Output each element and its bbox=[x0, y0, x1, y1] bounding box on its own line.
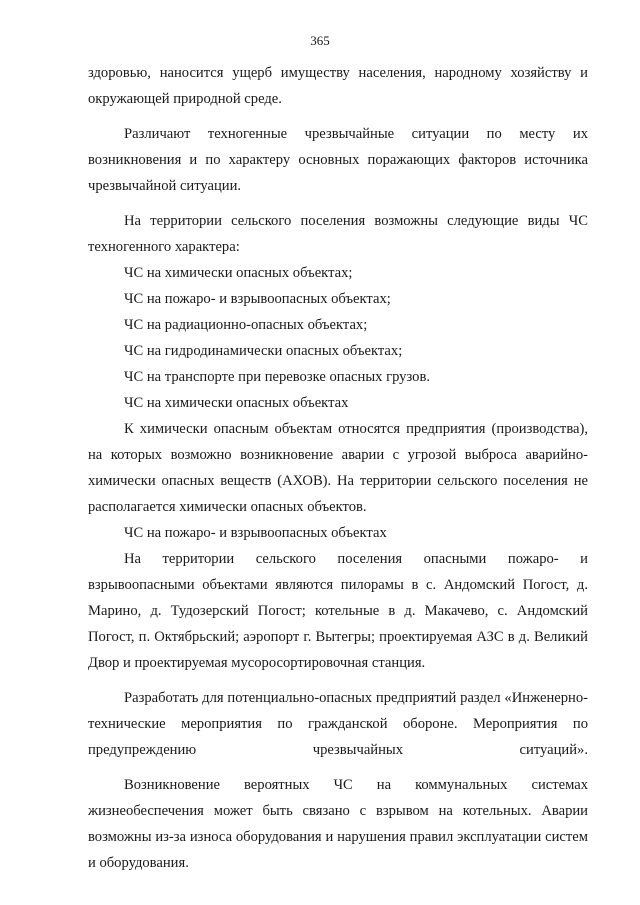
list-item: ЧС на транспорте при перевозке опасных грузов. bbox=[124, 369, 430, 385]
page-number: 365 bbox=[310, 33, 330, 48]
paragraph-chemical: К химически опасным объектам относятся предприятия (производства), на которых возможно возникновение аварии с угрозой выброса аварийно-химически опасных веществ (АХОВ). На территории сельского поселения не располагается химически опасных объектов. bbox=[88, 421, 588, 515]
paragraph-fire: На территории сельского поселения опасными пожаро- и взрывоопасными объектами являются пилорамы в с. Андомский Погост, д. Марино, д. Тудозерский Погост; котельные в д. Макачево, с. Андомский Погост, п. Октябрьский; аэропорт г. Вытегры; проектируемая АЗС в д. Великий Двор и проектируемая мусоросортировочная станция. bbox=[88, 551, 588, 671]
list-item: ЧС на радиационно-опасных объектах; bbox=[124, 317, 368, 333]
paragraph-develop: Разработать для потенциально-опасных предприятий раздел «Инженерно-технические мероприятия по гражданской обороне. Мероприятия по предупреждению чрезвычайных ситуаций». bbox=[88, 690, 588, 758]
paragraph-types-intro: На территории сельского поселения возможны следующие виды ЧС техногенного характера: bbox=[88, 213, 588, 255]
page-body bbox=[88, 60, 588, 876]
list-item: ЧС на пожаро- и взрывоопасных объектах; bbox=[124, 291, 391, 307]
paragraph-classification: Различают техногенные чрезвычайные ситуации по месту их возникновения и по характеру основных поражающих факторов источника чрезвычайной ситуации. bbox=[88, 126, 588, 194]
paragraph-continuation: здоровью, наносится ущерб имуществу населения, народному хозяйству и окружающей природной среде. bbox=[88, 65, 588, 107]
section-heading-fire: ЧС на пожаро- и взрывоопасных объектах bbox=[124, 525, 387, 541]
list-item: ЧС на гидродинамически опасных объектах; bbox=[124, 343, 403, 359]
list-item: ЧС на химически опасных объектах; bbox=[124, 265, 353, 281]
section-heading-chemical: ЧС на химически опасных объектах bbox=[124, 395, 349, 411]
paragraph-utility: Возникновение вероятных ЧС на коммунальных системах жизнеобеспечения может быть связано с взрывом на котельных. Аварии возможны из-за износа оборудования и нарушения правил эксплуатации систем и оборудования. bbox=[88, 777, 588, 871]
